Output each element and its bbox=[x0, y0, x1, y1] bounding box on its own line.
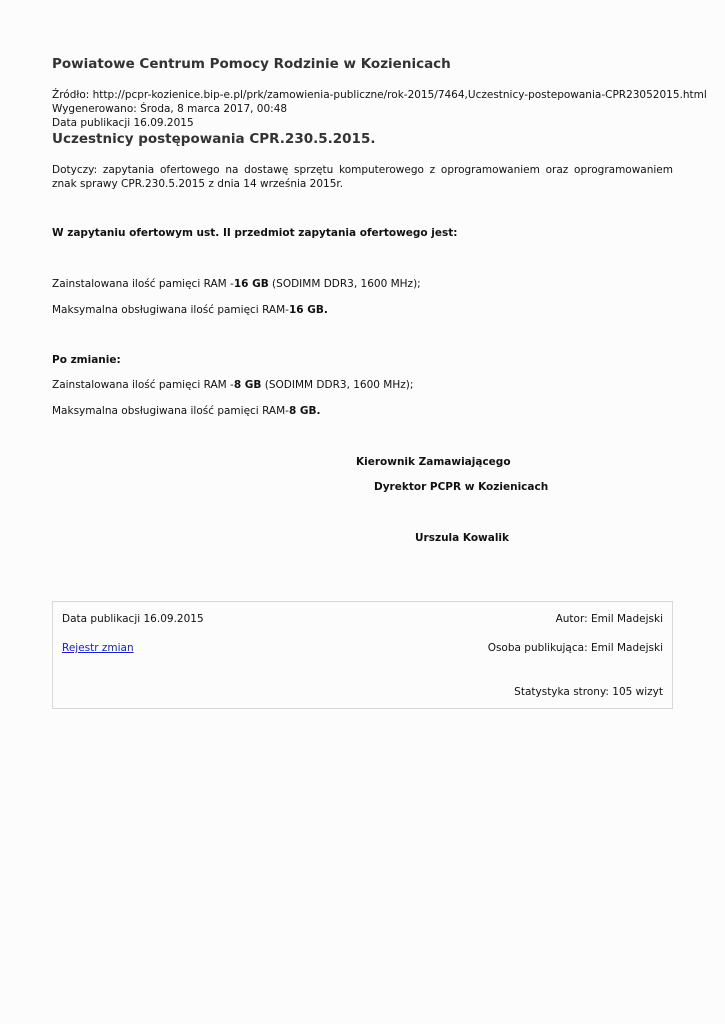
source-url: Źródło: http://pcpr-kozienice.bip-e.pl/prk/zamowienia-publiczne/rok-2015/7464,Uczestnicy-postepowania-CPR23052015.html bbox=[52, 89, 707, 101]
after-installed-prefix: Zainstalowana ilość pamięci RAM - bbox=[52, 379, 234, 391]
before-max-prefix: Maksymalna obsługiwana ilość pamięci RAM- bbox=[52, 304, 289, 316]
footer-panel bbox=[52, 601, 673, 709]
after-heading: Po zmianie: bbox=[52, 354, 121, 366]
changes-register-link[interactable]: Rejestr zmian bbox=[62, 642, 134, 654]
before-max-value: 16 GB. bbox=[288, 304, 328, 316]
footer-publication-date: Data publikacji 16.09.2015 bbox=[62, 613, 204, 625]
before-max-ram bbox=[52, 304, 328, 316]
after-installed-value: 8 GB bbox=[233, 379, 262, 391]
footer-publisher: Osoba publikująca: Emil Madejski bbox=[487, 642, 663, 654]
publication-date: Data publikacji 16.09.2015 bbox=[52, 117, 194, 129]
before-installed-suffix: (SODIMM DDR3, 1600 MHz); bbox=[268, 278, 421, 290]
before-installed-value: 16 GB bbox=[233, 278, 269, 290]
signature-name: Urszula Kowalik bbox=[415, 532, 510, 544]
organization-title: Powiatowe Centrum Pomocy Rodzinie w Kozienicach bbox=[52, 56, 451, 72]
footer-author: Autor: Emil Madejski bbox=[555, 613, 663, 625]
after-max-ram bbox=[52, 405, 321, 417]
before-installed-prefix: Zainstalowana ilość pamięci RAM - bbox=[52, 278, 234, 290]
before-installed-ram bbox=[52, 278, 421, 290]
after-max-prefix: Maksymalna obsługiwana ilość pamięci RAM- bbox=[52, 405, 289, 417]
signature-role: Kierownik Zamawiającego bbox=[356, 456, 511, 468]
after-installed-suffix: (SODIMM DDR3, 1600 MHz); bbox=[261, 379, 414, 391]
generated-date: Wygenerowano: Środa, 8 marca 2017, 00:48 bbox=[52, 103, 288, 115]
document-meta bbox=[52, 88, 707, 130]
subject-paragraph: Dotyczy: zapytania ofertowego na dostawę sprzętu komputerowego z oprogramowaniem oraz oprogramowaniem znak sprawy CPR.230.5.2015 z dnia 14 września 2015r. bbox=[52, 164, 673, 190]
page-statistics: Statystyka strony: 105 wizyt bbox=[514, 686, 663, 698]
after-installed-ram bbox=[52, 379, 413, 391]
after-max-value: 8 GB. bbox=[288, 405, 321, 417]
signature-position: Dyrektor PCPR w Kozienicach bbox=[374, 481, 549, 493]
section-heading: W zapytaniu ofertowym ust. II przedmiot zapytania ofertowego jest: bbox=[52, 227, 458, 239]
page-title: Uczestnicy postępowania CPR.230.5.2015. bbox=[52, 131, 376, 147]
